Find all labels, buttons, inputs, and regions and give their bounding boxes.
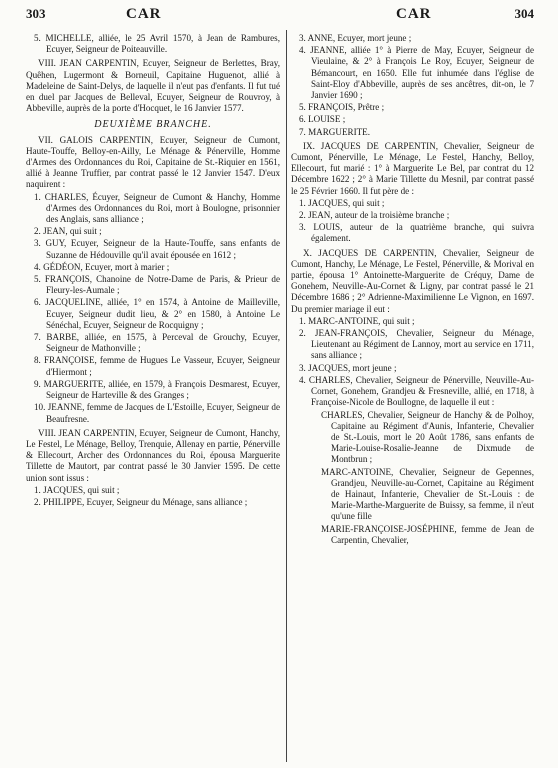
genealogy-entry: MARC-ANTOINE, Chevalier, Seigneur de Gepennes, Grandjeu, Neuville-au-Cornet, Capitaine au Régiment de Hainaut, Infanterie, Chevalier de St.-Louis : de Marie-Marthe-Marguerite de Buissy, sa femme, il n'eut qu'une fille [321, 466, 534, 522]
genealogy-entry: 5. FRANÇOIS, Chanoine de Notre-Dame de Paris, & Prieur de Fleury-les-Aumale ; [34, 274, 280, 296]
genealogy-entry: 7. MARGUERITE. [299, 126, 370, 137]
running-title-right: CAR [396, 6, 432, 22]
genealogy-paragraph: X. JACQUES DE CARPENTIN, Chevalier, Seigneur de Cumont, Hanchy, Le Ménage, Le Festel, Pénerville, & Morival en partie, épousa 1° Antoinette-Marguerite de Créquy, Dame de Gonehem, Neuville-Au-Cornet & Ligny, par contrat passé le 21 Décembre 1686 ; 2° Adrienne-Maximilienne Le Vignon, en 1697. Du premier mariage il eut : [291, 247, 534, 314]
genealogy-entry: 3. ANNE, Ecuyer, mort jeune ; [299, 33, 412, 43]
column-divider [286, 30, 287, 762]
genealogy-entry: 1. CHARLES, Écuyer, Seigneur de Cumont & Hanchy, Homme d'Armes des Ordonnances du Roi, mort à Boulogne, prisonnier des Anglais, sans alliance ; [34, 191, 280, 225]
genealogy-paragraph: VII. GALOIS CARPENTIN, Ecuyer, Seigneur de Cumont, Haute-Touffe, Belloy-en-Ailly, Le Ménage & Pénerville, Homme d'Armes des Ordonnances du Roi, Capitaine de St.-Riquier en 1561, allié à Jeanne Truffier, par contrat passé le 12 Janvier 1547. D'eux naquirent : [26, 134, 280, 190]
genealogy-entry: 1. MARC-ANTOINE, qui suit ; [299, 315, 415, 326]
genealogy-entry: 7. BARBE, alliée, en 1575, à Perceval de Grouchy, Ecuyer, Seigneur de Mathonville ; [34, 332, 280, 354]
genealogy-entry: 3. GUY, Ecuyer, Seigneur de la Haute-Touffe, sans enfants de Suzanne de Hédouville qu'il avait épousée en 1612 ; [34, 238, 280, 260]
genealogy-entry: 6. JACQUELINE, alliée, 1° en 1574, à Antoine de Mailleville, Ecuyer, Seigneur dudit lieu, & 2° en 1580, à Antoine Le Sénéchal, Ecuyer, Seigneur de Rocquigny ; [34, 297, 280, 330]
genealogy-entry: 1. JACQUES, qui suit ; [299, 197, 385, 208]
genealogy-entry: 4. CHARLES, Chevalier, Seigneur de Pénerville, Neuville-Au-Cornet, Gonehem, Grandjeu & Fresneville, allié, en 1718, à Françoise-Nicole de Boullogne, de laquelle il eut : [299, 374, 534, 408]
genealogy-entry: 2. JEAN, auteur de la troisième branche ; [299, 210, 450, 221]
genealogy-entry: 5. MICHELLE, alliée, le 25 Avril 1570, à Jean de Rambures, Ecuyer, Seigneur de Poiteauville. [34, 33, 280, 55]
genealogy-entry: 1. JACQUES, qui suit ; [34, 484, 120, 495]
left-column [26, 32, 280, 508]
genealogy-entry: CHARLES, Chevalier, Seigneur de Hanchy & de Polhoy, Capitaine au Régiment d'Aunis, Infanterie, Chevalier de St.-Louis, mort le 20 Août 1786, sans enfants de Marie-Louise-Rosalie-Jeanne de Dixmude de Montbrun ; [321, 409, 534, 465]
section-heading: DEUXIÈME BRANCHE. [94, 119, 212, 131]
right-column [291, 32, 534, 546]
genealogy-entry: 2. JEAN, qui suit ; [34, 226, 102, 237]
genealogy-entry: 4. GÉDÉON, Ecuyer, mort à marier ; [34, 261, 170, 272]
genealogy-entry: 4. JEANNE, alliée 1° à Pierre de May, Ecuyer, Seigneur de Vieulaine, & 2° à François Le Roy, Ecuyer, Seigneur de Bémancourt, en 1650. Elle fut inhumée dans l'église de Saint-Eloy d'Abbeville, auprès de ses ancêtres, dit-on, le 7 Janvier 1690 ; [299, 45, 534, 101]
genealogy-entry: 2. PHILIPPE, Ecuyer, Seigneur du Ménage, sans alliance ; [34, 496, 248, 507]
genealogy-paragraph: VIII. JEAN CARPENTIN, Ecuyer, Seigneur de Berlettes, Bray, Quêhen, Lugermont & Borneuil, Capitaine Huguenot, allié à Madeleine de Saint-Delys, de laquelle il n'eut pas d'enfants. Il fut tué en duel par Jacques de Belleval, Ecuyer, Seigneur de Rouvroy, à Abbeville, auprès de la porte d'Hocquet, le 16 Janvier 1577. [26, 58, 280, 114]
page-number-right: 304 [514, 6, 534, 21]
genealogy-entry: 5. FRANÇOIS, Prêtre ; [299, 102, 385, 113]
genealogy-entry: 2. JEAN-FRANÇOIS, Chevalier, Seigneur du Ménage, Lieutenant au Régiment de Lannoy, mort au service en 1711, sans alliance ; [299, 328, 534, 361]
genealogy-entry: 8. FRANÇOISE, femme de Hugues Le Vasseur, Ecuyer, Seigneur d'Hiermont ; [34, 355, 280, 377]
genealogy-entry: 3. JACQUES, mort jeune ; [299, 362, 397, 373]
genealogy-entry: 6. LOUISE ; [299, 114, 346, 125]
genealogy-entry: MARIE-FRANÇOISE-JOSÉPHINE, femme de Jean de Carpentin, Chevalier, [321, 523, 534, 545]
genealogy-paragraph: IX. JACQUES DE CARPENTIN, Chevalier, Seigneur de Cumont, Pénerville, Le Ménage, Le Festel, Hanchy, Belloy, Ellecourt, fut marié : 1° à Marguerite Le Bel, par contrat du 12 Décembre 1622 ; 2° à Marie Tillette du Mesnil, par contrat passé le 25 Février 1660. Il fut père de : [291, 140, 534, 196]
running-title-left: CAR [126, 6, 162, 22]
genealogy-paragraph: VIII. JEAN CARPENTIN, Ecuyer, Seigneur de Cumont, Hanchy, Le Festel, Le Ménage, Belloy, Trenquie, Allenay en partie, Pénerville & Ellecourt, Archer des Ordonnances du Roi, épousa Marguerite Tillette de Mautort, par contrat passé le 30 Janvier 1595. De cette union sont issus : [26, 427, 280, 483]
page-number-left: 303 [26, 6, 46, 21]
genealogy-entry: 9. MARGUERITE, alliée, en 1579, à François Desmarest, Ecuyer, Seigneur de Harteville & des Granges ; [34, 378, 280, 401]
genealogy-entry: 10. JEANNE, femme de Jacques de L'Estoille, Ecuyer, Seigneur de Beaufresne. [34, 402, 280, 424]
genealogy-entry: 3. LOUIS, auteur de la quatrième branche, qui suivra également. [299, 222, 534, 244]
page-header [26, 6, 534, 32]
